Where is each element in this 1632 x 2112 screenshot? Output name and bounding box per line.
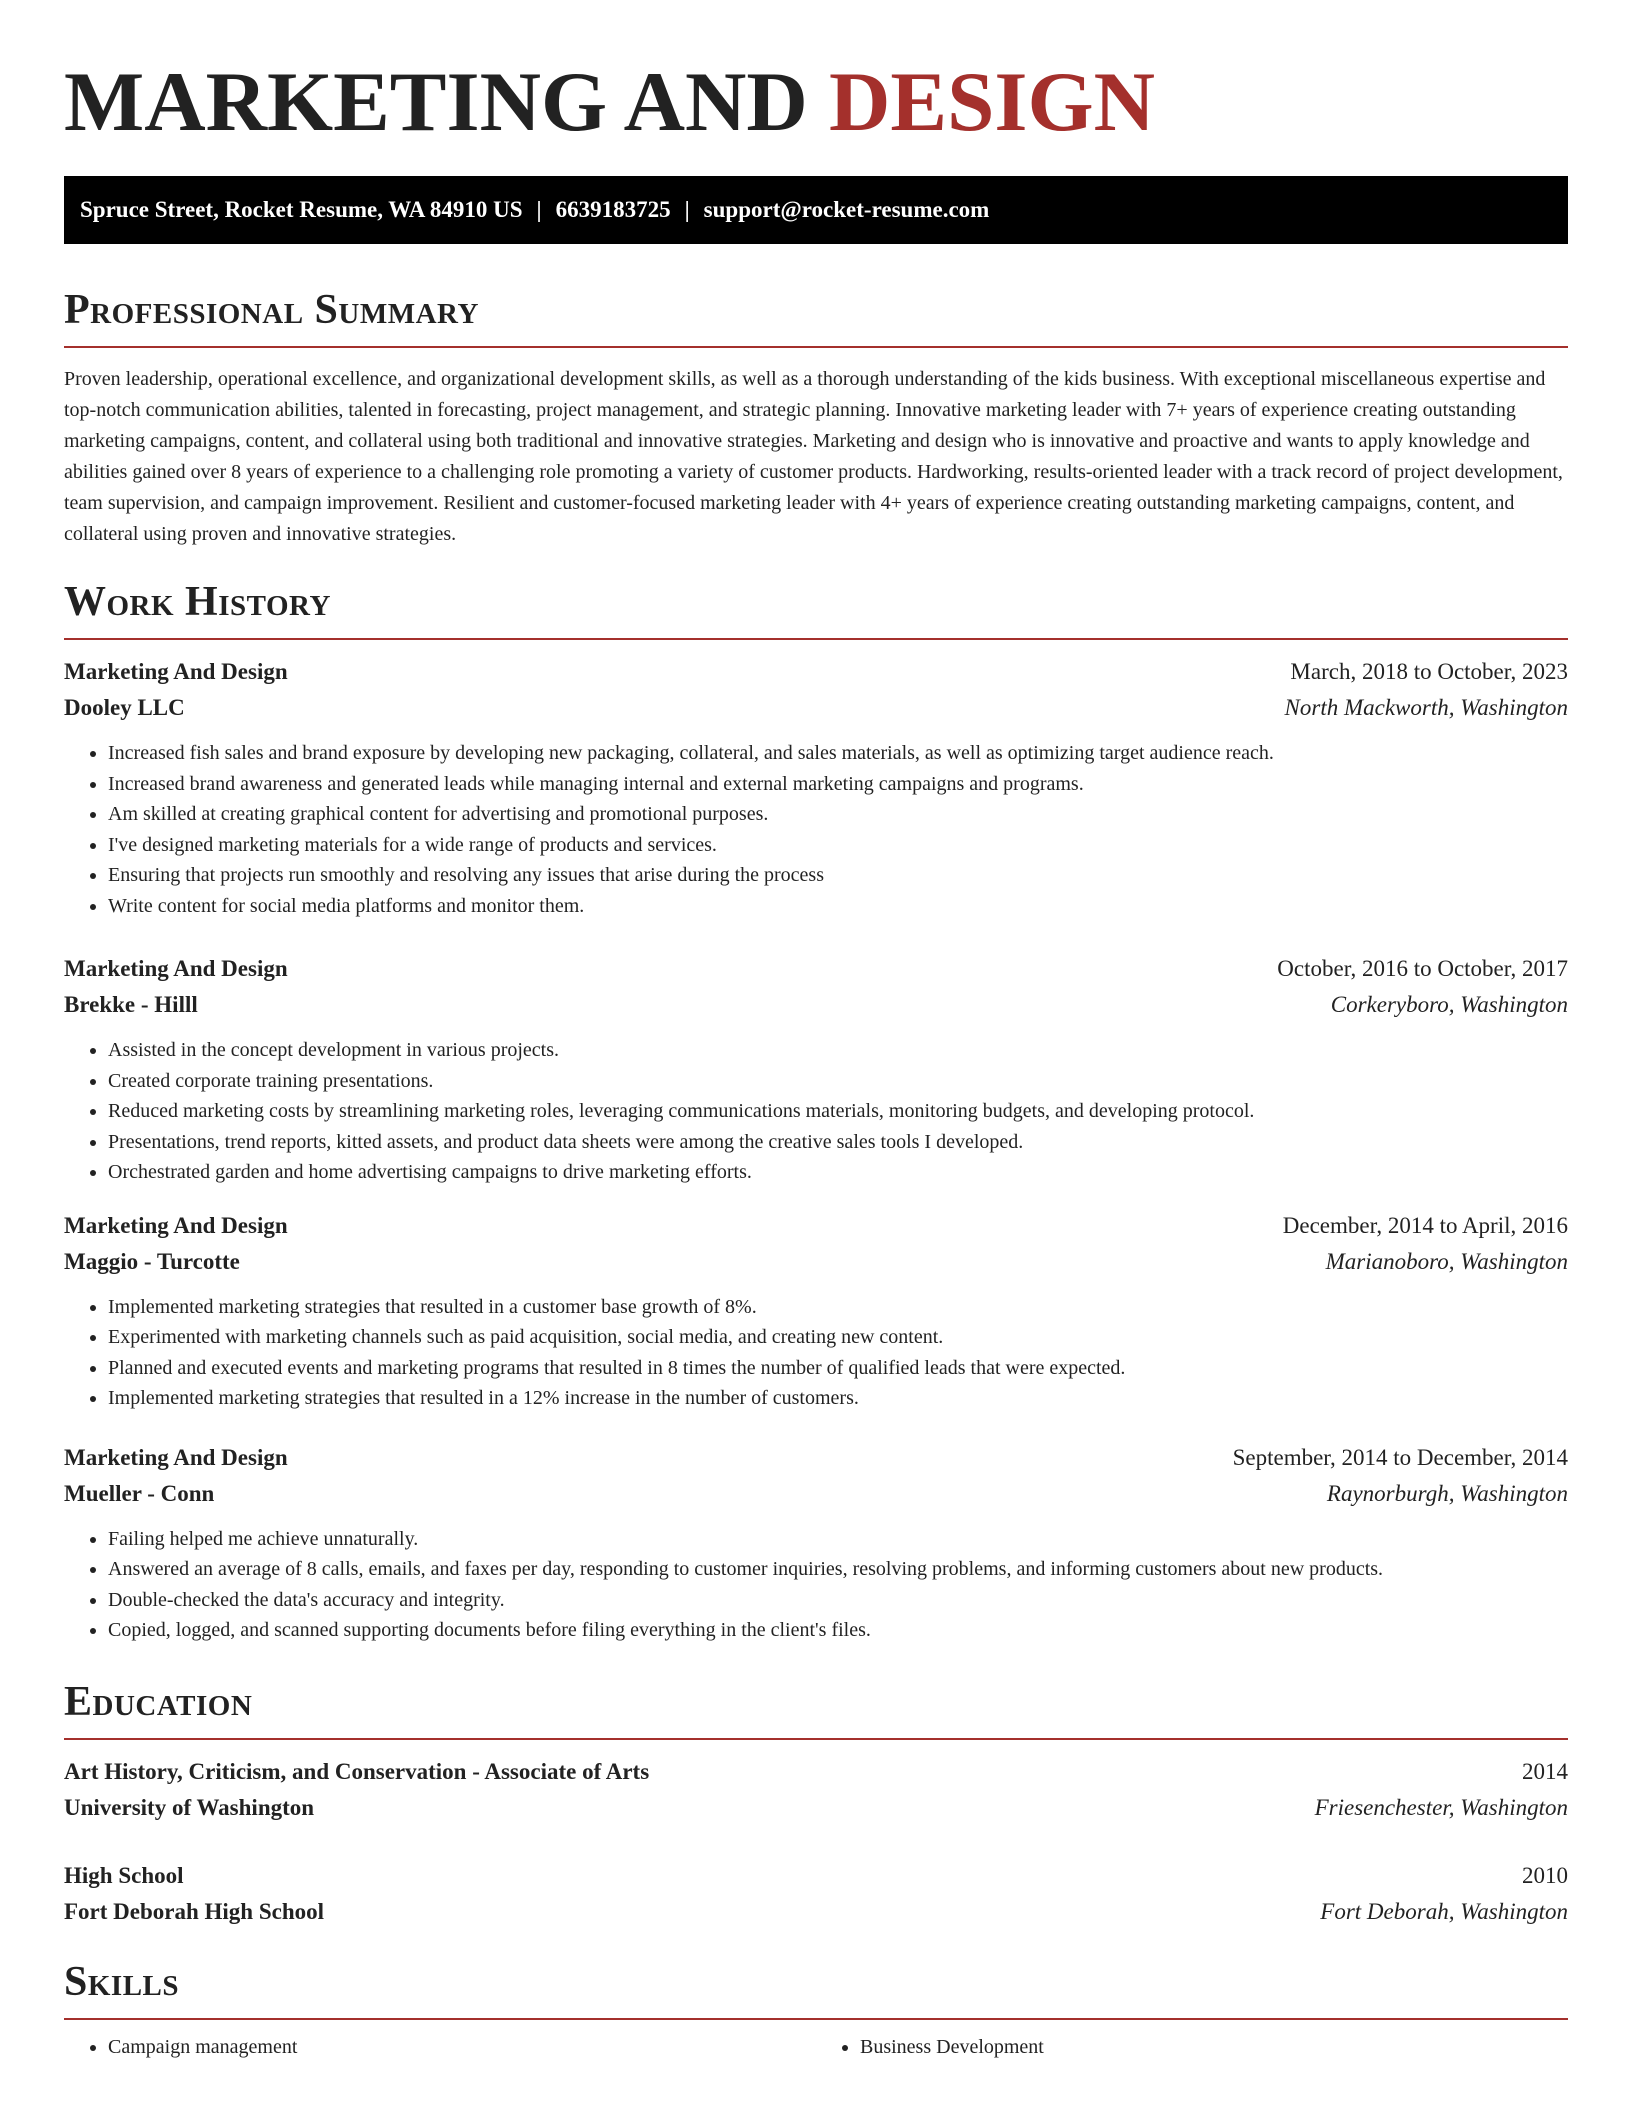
skills-list-right — [816, 2032, 1568, 2062]
education-school-row — [64, 1790, 1568, 1826]
job-entry — [64, 1208, 1568, 1414]
education-year: 2014 — [1522, 1758, 1568, 1784]
job-bullet: • Experimented with marketing channels such as paid acquisition, social media, and creating new content. — [108, 1322, 1568, 1353]
education-header-row — [64, 1754, 1568, 1790]
job-location: Corkeryboro, Washington — [1330, 992, 1568, 1017]
job-company-row — [64, 690, 1568, 726]
section-divider — [64, 638, 1568, 640]
skill-item: • Business Development — [860, 2032, 1568, 2062]
job-bullet: • Implemented marketing strategies that resulted in a customer base growth of 8%. — [108, 1292, 1568, 1323]
job-header-row — [64, 1440, 1568, 1476]
job-company-row — [64, 1244, 1568, 1280]
section-divider — [64, 346, 1568, 348]
job-dates: March, 2018 to October, 2023 — [1290, 659, 1568, 684]
job-bullet: • Ensuring that projects run smoothly and resolving any issues that arise during the process — [108, 860, 1568, 891]
education-degree: High School — [64, 1862, 184, 1888]
skills-section — [64, 1956, 1568, 2062]
job-entry — [64, 951, 1568, 1188]
education-entry — [64, 1858, 1568, 1930]
contact-email: support@rocket-resume.com — [703, 197, 990, 222]
job-company-row — [64, 1476, 1568, 1512]
section-divider — [64, 2018, 1568, 2020]
job-bullet: • Reduced marketing costs by streamlining marketing roles, leveraging communications materials, monitoring budgets, and developing protocol. — [108, 1096, 1568, 1127]
job-bullets — [64, 738, 1568, 921]
education-year: 2010 — [1522, 1862, 1568, 1888]
job-company-row — [64, 987, 1568, 1023]
job-bullets — [64, 1292, 1568, 1414]
job-bullet: • Increased brand awareness and generated leads while managing internal and external marketing campaigns and programs. — [108, 769, 1568, 800]
contact-separator: | — [536, 197, 542, 222]
job-role: Marketing And Design — [64, 1212, 288, 1238]
job-bullet: • Assisted in the concept development in various projects. — [108, 1035, 1568, 1066]
summary-text: Proven leadership, operational excellence, and organizational development skills, as well as a thorough understanding of the kids business. With exceptional miscellaneous expertise and top-notch communication abilities, talented in forecasting, project management, and strategic planning. Innovative marketing leader with 7+ years of experience creating outstanding marketing campaigns, content, and collateral using both traditional and innovative strategies. Marketing and design who is innovative and proactive and wants to apply knowledge and abilities gained over 8 years of experience to a challenging role promoting a variety of customer products. Hardworking, results-oriented leader with a track record of project development, team supervision, and campaign improvement. Resilient and customer-focused marketing leader with 4+ years of experience creating outstanding marketing campaigns, content, and collateral using proven and innovative strategies. — [64, 368, 1563, 545]
job-bullet: • Answered an average of 8 calls, emails, and faxes per day, responding to customer inquiries, resolving problems, and informing customers about new products. — [108, 1554, 1568, 1585]
job-bullets — [64, 1035, 1568, 1188]
job-bullet: • Copied, logged, and scanned supporting documents before filing everything in the client's files. — [108, 1615, 1568, 1646]
education-entry — [64, 1754, 1568, 1826]
skills-list-left — [64, 2032, 816, 2062]
job-bullet: • Increased fish sales and brand exposure by developing new packaging, collateral, and sales materials, as well as optimizing target audience reach. — [108, 738, 1568, 769]
job-company: Brekke - Hilll — [64, 992, 198, 1017]
job-role: Marketing And Design — [64, 956, 288, 981]
job-bullet: • Double-checked the data's accuracy and integrity. — [108, 1585, 1568, 1616]
resume-page — [64, 0, 1568, 2062]
contact-separator: | — [684, 197, 690, 222]
job-header-row — [64, 1208, 1568, 1244]
job-header-row — [64, 951, 1568, 987]
job-bullet: • Write content for social media platforms and monitor them. — [108, 891, 1568, 922]
section-title-summary: Professional Summary — [64, 287, 479, 333]
job-entry — [64, 1440, 1568, 1646]
job-bullets — [64, 1524, 1568, 1646]
education-section — [64, 1676, 1568, 1930]
section-title-skills: Skills — [64, 1958, 180, 2005]
job-entry — [64, 654, 1568, 921]
section-title-education: Education — [64, 1678, 253, 1725]
job-bullet: • Am skilled at creating graphical content for advertising and promotional purposes. — [108, 799, 1568, 830]
job-dates: September, 2014 to December, 2014 — [1232, 1444, 1568, 1470]
job-company: Mueller - Conn — [64, 1480, 215, 1506]
job-company: Maggio - Turcotte — [64, 1248, 240, 1274]
job-bullet: • Orchestrated garden and home advertising campaigns to drive marketing efforts. — [108, 1157, 1568, 1188]
contact-bar — [64, 176, 1568, 244]
job-role: Marketing And Design — [64, 659, 288, 684]
job-bullet: • Presentations, trend reports, kitted assets, and product data sheets were among the creative sales tools I developed. — [108, 1127, 1568, 1158]
job-location: Marianoboro, Washington — [1325, 1248, 1568, 1274]
job-location: North Mackworth, Washington — [1284, 695, 1568, 720]
section-title-work: Work History — [64, 579, 331, 625]
job-bullet: • Failing helped me achieve unnaturally. — [108, 1524, 1568, 1555]
contact-address: Spruce Street, Rocket Resume, WA 84910 US — [80, 197, 523, 222]
name-main: MARKETING AND — [64, 55, 830, 149]
education-location: Friesenchester, Washington — [1314, 1794, 1568, 1820]
education-header-row — [64, 1858, 1568, 1894]
education-location: Fort Deborah, Washington — [1320, 1898, 1568, 1924]
job-bullet: • Implemented marketing strategies that resulted in a 12% increase in the number of customers. — [108, 1383, 1568, 1414]
section-divider — [64, 1738, 1568, 1740]
contact-phone: 6639183725 — [555, 197, 671, 222]
job-location: Raynorburgh, Washington — [1326, 1480, 1568, 1506]
job-dates: October, 2016 to October, 2017 — [1277, 956, 1568, 981]
job-header-row — [64, 654, 1568, 690]
resume-name — [64, 0, 1568, 152]
education-degree: Art History, Criticism, and Conservation - Associate of Arts — [64, 1758, 650, 1784]
education-school-row — [64, 1894, 1568, 1930]
job-role: Marketing And Design — [64, 1444, 288, 1470]
name-accent: DESIGN — [829, 55, 1155, 149]
job-bullet: • Created corporate training presentations. — [108, 1066, 1568, 1097]
job-company: Dooley LLC — [64, 695, 185, 720]
job-bullet: • Planned and executed events and marketing programs that resulted in 8 times the number of qualified leads that were expected. — [108, 1353, 1568, 1384]
job-bullet: • I've designed marketing materials for a wide range of products and services. — [108, 830, 1568, 861]
skill-item: • Campaign management — [108, 2032, 816, 2062]
skills-columns — [64, 2032, 1568, 2062]
education-school: Fort Deborah High School — [64, 1898, 325, 1924]
job-dates: December, 2014 to April, 2016 — [1282, 1212, 1568, 1238]
education-school: University of Washington — [64, 1794, 315, 1820]
work-section — [64, 576, 1568, 1646]
summary-section — [64, 284, 1568, 550]
